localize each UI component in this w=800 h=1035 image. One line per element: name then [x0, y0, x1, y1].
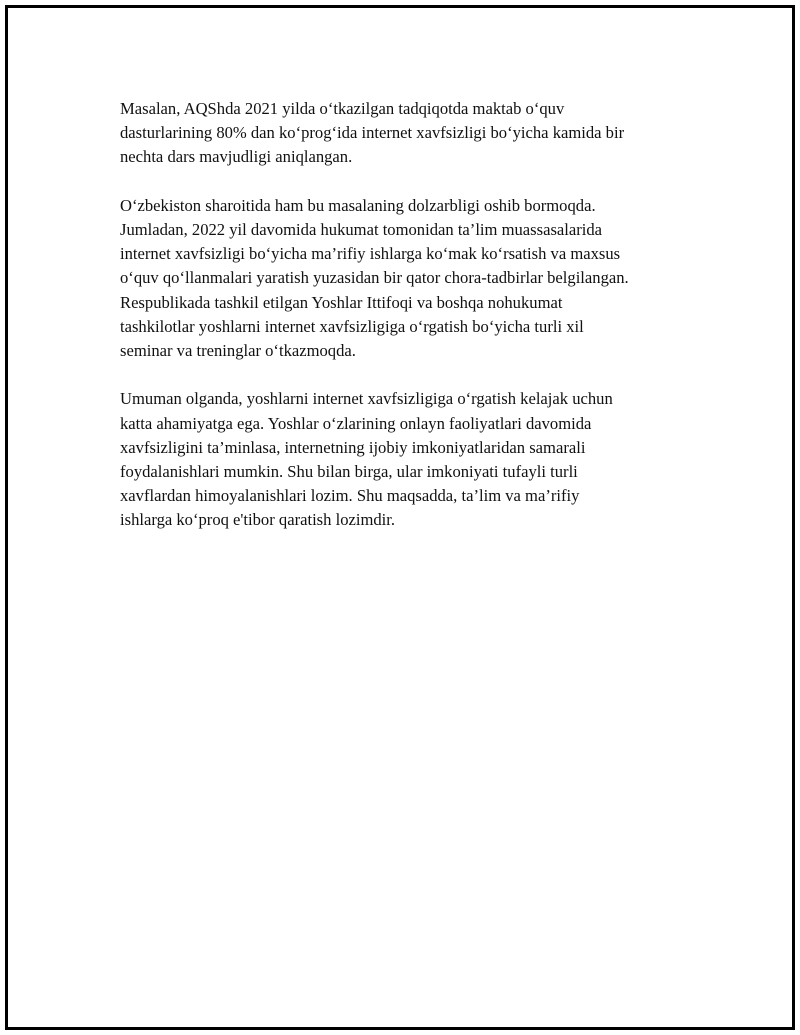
- paragraph-line: Respublikada tashkil etilgan Yoshlar Ittifoqi va boshqa nohukumat: [120, 292, 563, 312]
- paragraph-line: Umuman olganda, yoshlarni internet xavfsizligiga o‘rgatish kelajak uchun: [120, 389, 613, 409]
- document-page: [5, 5, 795, 1030]
- paragraph-1: [120, 97, 680, 170]
- paragraph-line: internet xavfsizligi bo‘yicha ma’rifiy ishlarga ko‘mak ko‘rsatish va maxsus: [120, 244, 621, 264]
- document-body: [120, 97, 680, 557]
- paragraph-line: dasturlarining 80% dan ko‘prog‘ida internet xavfsizligi bo‘yicha kamida bir: [120, 123, 625, 143]
- paragraph-2: [120, 194, 680, 363]
- paragraph-line: O‘zbekiston sharoitida ham bu masalaning dolzarbligi oshib bormoqda.: [120, 195, 596, 215]
- paragraph-line: seminar va treninglar o‘tkazmoqda.: [120, 341, 356, 361]
- paragraph-line: ishlarga ko‘proq e'tibor qaratish lozimdir.: [120, 510, 396, 530]
- paragraph-line: tashkilotlar yoshlarni internet xavfsizligiga o‘rgatish bo‘yicha turli xil: [120, 316, 584, 336]
- paragraph-line: katta ahamiyatga ega. Yoshlar o‘zlarining onlayn faoliyatlari davomida: [120, 413, 592, 433]
- paragraph-line: xavfsizligini ta’minlasa, internetning ijobiy imkoniyatlaridan samarali: [120, 437, 586, 457]
- paragraph-line: o‘quv qo‘llanmalari yaratish yuzasidan bir qator chora-tadbirlar belgilangan.: [120, 268, 629, 288]
- paragraph-line: Jumladan, 2022 yil davomida hukumat tomonidan ta’lim muassasalarida: [120, 220, 603, 239]
- paragraph-3: [120, 387, 680, 532]
- paragraph-line: xavflardan himoyalanishlari lozim. Shu maqsadda, ta’lim va ma’rifiy: [120, 486, 580, 506]
- paragraph-line: Masalan, AQShda 2021 yilda o‘tkazilgan tadqiqotda maktab o‘quv: [120, 99, 565, 118]
- paragraph-line: nechta dars mavjudligi aniqlangan.: [120, 147, 353, 167]
- paragraph-line: foydalanishlari mumkin. Shu bilan birga, ular imkoniyati tufayli turli: [120, 462, 578, 482]
